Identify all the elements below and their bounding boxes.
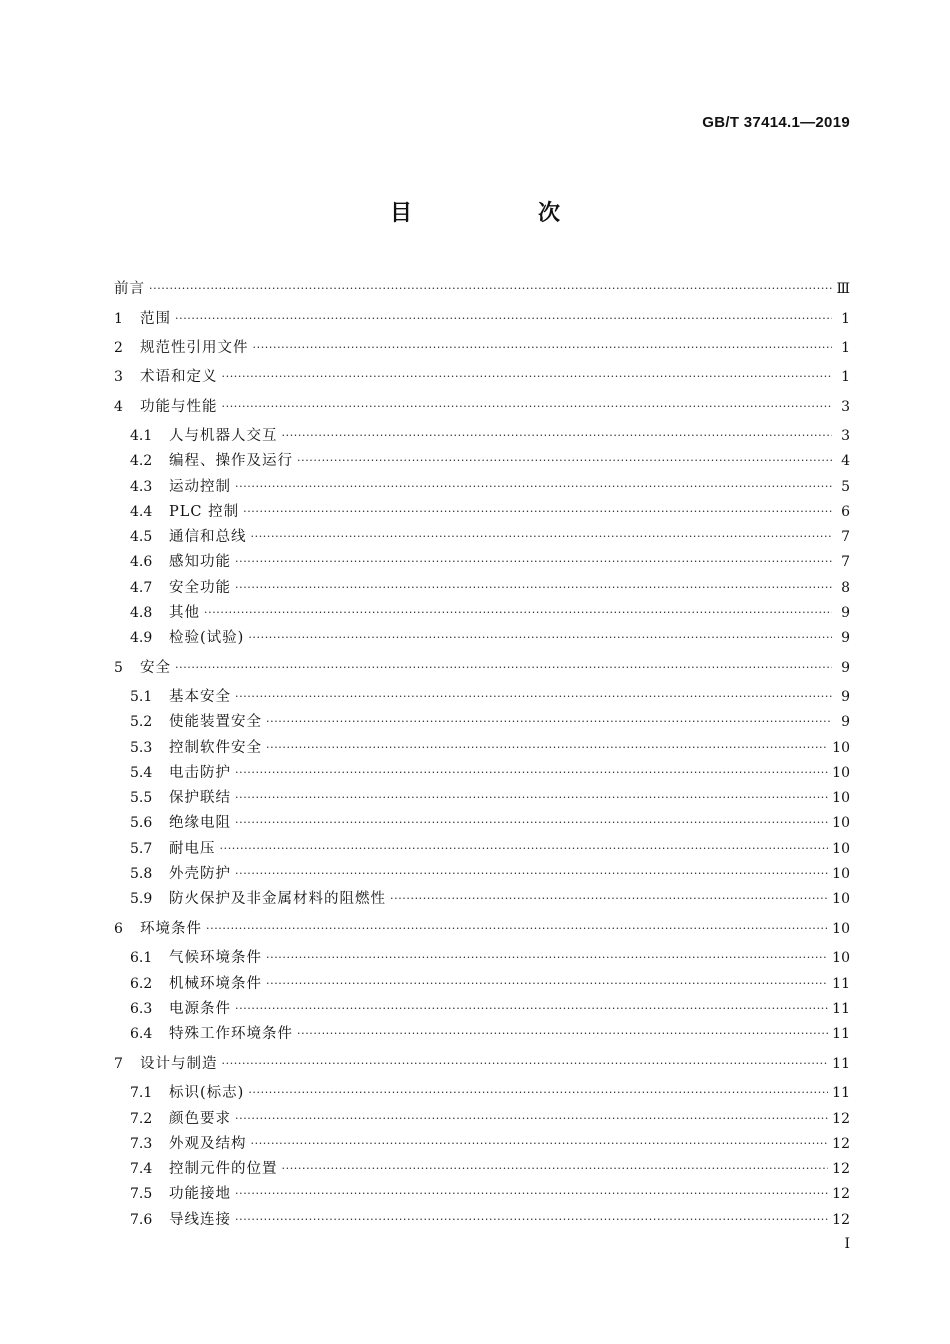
toc-entry-label: 其他 xyxy=(169,605,200,621)
toc-entry-number: 4.1 xyxy=(130,428,153,444)
toc-entry-page: 10 xyxy=(832,815,850,831)
toc-entry-label: 通信和总线 xyxy=(169,529,247,545)
toc-entry[interactable] xyxy=(114,366,850,388)
toc-entry-number: 3 xyxy=(114,369,123,385)
toc-entry[interactable] xyxy=(114,657,850,679)
toc-dot-leader xyxy=(390,888,828,910)
toc-dot-leader xyxy=(222,366,833,388)
toc-entry[interactable] xyxy=(130,501,850,523)
toc-entry-page: 9 xyxy=(841,630,850,646)
toc-entry-page: 4 xyxy=(841,453,850,469)
toc-entry-label: 颜色要求 xyxy=(169,1111,231,1127)
toc-entry-label: 环境条件 xyxy=(140,921,202,937)
toc-entry-number: 5.2 xyxy=(130,714,153,730)
toc-dot-leader xyxy=(235,762,828,784)
toc-entry-label: 标识(标志) xyxy=(169,1085,245,1101)
toc-entry-label: 检验(试验) xyxy=(169,630,245,646)
toc-entry-number: 5.9 xyxy=(130,891,153,907)
toc-entry[interactable] xyxy=(130,1183,850,1205)
toc-entry-label: 感知功能 xyxy=(169,554,231,570)
toc-entry[interactable] xyxy=(130,1108,850,1130)
toc-entry-number: 1 xyxy=(114,311,123,327)
toc-entry-label: 控制元件的位置 xyxy=(169,1161,278,1177)
toc-entry-number: 7.2 xyxy=(130,1111,153,1127)
toc-entry-label: 基本安全 xyxy=(169,689,231,705)
toc-dot-leader xyxy=(235,551,832,573)
toc-entry[interactable] xyxy=(130,1133,850,1155)
toc-entry-page: 11 xyxy=(832,976,850,992)
toc-entry[interactable] xyxy=(114,337,850,359)
toc-dot-leader xyxy=(235,1108,828,1130)
toc-entry[interactable] xyxy=(130,863,850,885)
toc-entry[interactable] xyxy=(114,918,850,940)
toc-dot-leader xyxy=(235,787,828,809)
toc-entry-number: 5.5 xyxy=(130,790,153,806)
toc-entry[interactable] xyxy=(130,711,850,733)
toc-dot-leader xyxy=(266,947,828,969)
toc-entry[interactable] xyxy=(130,762,850,784)
toc-entry-page: 10 xyxy=(832,765,850,781)
toc-entry-label: 编程、操作及运行 xyxy=(169,453,293,469)
toc-entry-page: 10 xyxy=(832,841,850,857)
toc-entry-page: 1 xyxy=(841,340,850,356)
toc-entry-label: 外观及结构 xyxy=(169,1136,247,1152)
toc-entry-number: 5.8 xyxy=(130,866,153,882)
toc-entry-number: 4.3 xyxy=(130,479,153,495)
toc-entry-page: 12 xyxy=(832,1161,850,1177)
toc-entry-page: 11 xyxy=(832,1085,850,1101)
toc-entry-number: 4.7 xyxy=(130,580,153,596)
toc-entry-number: 2 xyxy=(114,340,123,356)
toc-entry-number: 4 xyxy=(114,399,123,415)
page-title: 目 次 xyxy=(389,201,612,226)
toc-entry-number: 6 xyxy=(114,921,123,937)
toc-dot-leader xyxy=(175,657,832,679)
toc-entry[interactable] xyxy=(130,1082,850,1104)
toc-entry-number: 6.3 xyxy=(130,1001,153,1017)
toc-entry-number: 4.2 xyxy=(130,453,153,469)
toc-dot-leader xyxy=(251,526,833,548)
toc-entry-page: 11 xyxy=(832,1056,850,1072)
toc-entry[interactable] xyxy=(130,888,850,910)
toc-entry-label: 术语和定义 xyxy=(140,369,218,385)
toc-entry-number: 7.3 xyxy=(130,1136,153,1152)
toc-entry-number: 5.6 xyxy=(130,815,153,831)
toc-dot-leader xyxy=(297,1023,828,1045)
toc-dot-leader xyxy=(235,863,828,885)
toc-entry-number: 6.4 xyxy=(130,1026,153,1042)
toc-dot-leader xyxy=(243,501,832,523)
toc-entry-page: 7 xyxy=(841,529,850,545)
toc-entry-number: 4.6 xyxy=(130,554,153,570)
toc-entry[interactable] xyxy=(130,947,850,969)
toc-dot-leader xyxy=(266,711,832,733)
toc-entry-number: 6.2 xyxy=(130,976,153,992)
toc-entry-label: 导线连接 xyxy=(169,1212,231,1228)
toc-dot-leader xyxy=(248,627,832,649)
toc-entry-page: 1 xyxy=(841,369,850,385)
toc-entry-number: 7.6 xyxy=(130,1212,153,1228)
toc-entry[interactable] xyxy=(130,787,850,809)
toc-entry-number: 4.8 xyxy=(130,605,153,621)
toc-entry-page: 7 xyxy=(841,554,850,570)
toc-entry[interactable] xyxy=(130,425,850,447)
toc-dot-leader xyxy=(282,425,833,447)
toc-dot-leader xyxy=(235,577,832,599)
toc-entry-label: 电击防护 xyxy=(169,765,231,781)
toc-entry-label: 使能装置安全 xyxy=(169,714,262,730)
toc-entry[interactable] xyxy=(130,1158,850,1180)
toc-entry-page: 9 xyxy=(841,689,850,705)
toc-entry-number: 7.5 xyxy=(130,1186,153,1202)
toc-entry[interactable] xyxy=(130,998,850,1020)
toc-entry[interactable] xyxy=(130,577,850,599)
toc-entry[interactable] xyxy=(114,278,850,300)
toc-entry-page: 10 xyxy=(832,740,850,756)
toc-entry-label: 前言 xyxy=(114,281,145,297)
toc-entry-label: 规范性引用文件 xyxy=(140,340,249,356)
toc-entry-label: 外壳防护 xyxy=(169,866,231,882)
toc-entry[interactable] xyxy=(114,308,850,330)
toc-dot-leader xyxy=(175,308,832,330)
toc-entry[interactable] xyxy=(130,838,850,860)
toc-entry-label: 功能与性能 xyxy=(140,399,218,415)
toc-dot-leader xyxy=(266,973,828,995)
toc-entry[interactable] xyxy=(114,396,850,418)
toc-entry-page: 10 xyxy=(832,921,850,937)
toc-entry[interactable] xyxy=(130,686,850,708)
toc-entry-page: 9 xyxy=(841,605,850,621)
toc-dot-leader xyxy=(149,278,832,300)
toc-entry[interactable] xyxy=(130,551,850,573)
toc-entry-page: Ⅲ xyxy=(836,281,850,297)
toc-entry-page: 12 xyxy=(832,1186,850,1202)
toc-entry-number: 5.3 xyxy=(130,740,153,756)
toc-dot-leader xyxy=(235,686,832,708)
toc-dot-leader xyxy=(253,337,833,359)
toc-dot-leader xyxy=(235,1209,828,1231)
toc-entry-label: 防火保护及非金属材料的阻燃性 xyxy=(169,891,386,907)
toc-entry[interactable] xyxy=(130,737,850,759)
toc-entry-number: 6.1 xyxy=(130,950,153,966)
toc-entry-number: 4.4 xyxy=(130,504,153,520)
toc-entry-number: 4.5 xyxy=(130,529,153,545)
toc-entry-page: 10 xyxy=(832,950,850,966)
toc-dot-leader xyxy=(282,1158,829,1180)
toc-entry[interactable] xyxy=(130,450,850,472)
toc-entry[interactable] xyxy=(130,1209,850,1231)
toc-dot-leader xyxy=(297,450,832,472)
toc-entry-label: 人与机器人交互 xyxy=(169,428,278,444)
toc-entry-number: 7.1 xyxy=(130,1085,153,1101)
toc-entry[interactable] xyxy=(130,526,850,548)
toc-entry-page: 11 xyxy=(832,1026,850,1042)
toc-dot-leader xyxy=(222,1053,829,1075)
toc-entry-number: 5.7 xyxy=(130,841,153,857)
toc-entry-page: 5 xyxy=(841,479,850,495)
toc-entry[interactable] xyxy=(130,973,850,995)
toc-entry-page: 12 xyxy=(832,1212,850,1228)
toc-entry-page: 6 xyxy=(841,504,850,520)
toc-entry-page: 10 xyxy=(832,790,850,806)
toc-entry-label: 功能接地 xyxy=(169,1186,231,1202)
toc-entry-page: 12 xyxy=(832,1111,850,1127)
toc-dot-leader xyxy=(204,602,832,624)
toc-entry-page: 11 xyxy=(832,1001,850,1017)
toc-entry[interactable] xyxy=(130,812,850,834)
page-number: I xyxy=(844,1236,850,1252)
toc-entry-number: 5.4 xyxy=(130,765,153,781)
toc-entry-number: 7.4 xyxy=(130,1161,153,1177)
toc-entry-label: 范围 xyxy=(140,311,171,327)
toc-entry-page: 10 xyxy=(832,891,850,907)
toc-entry[interactable] xyxy=(114,1053,850,1075)
toc-dot-leader xyxy=(235,998,828,1020)
standard-number: GB/T 37414.1—2019 xyxy=(702,114,850,131)
toc-dot-leader xyxy=(235,812,828,834)
toc-entry-label: 保护联结 xyxy=(169,790,231,806)
toc-entry-page: 3 xyxy=(841,428,850,444)
toc-entry-label: PLC 控制 xyxy=(169,504,240,520)
toc-entry-page: 9 xyxy=(841,660,850,676)
toc-entry-label: 安全 xyxy=(140,660,171,676)
toc-entry-label: 电源条件 xyxy=(169,1001,231,1017)
toc-entry-label: 绝缘电阻 xyxy=(169,815,231,831)
toc-entry-page: 8 xyxy=(841,580,850,596)
toc-dot-leader xyxy=(251,1133,829,1155)
toc-dot-leader xyxy=(206,918,828,940)
toc-entry-number: 4.9 xyxy=(130,630,153,646)
toc-entry-number: 5.1 xyxy=(130,689,153,705)
toc-entry[interactable] xyxy=(130,476,850,498)
toc-entry-page: 9 xyxy=(841,714,850,730)
toc-entry-label: 控制软件安全 xyxy=(169,740,262,756)
toc-entry-page: 1 xyxy=(841,311,850,327)
toc-entry-label: 气候环境条件 xyxy=(169,950,262,966)
toc-entry-label: 运动控制 xyxy=(169,479,231,495)
toc-entry-page: 3 xyxy=(841,399,850,415)
toc-dot-leader xyxy=(266,737,828,759)
toc-entry-label: 设计与制造 xyxy=(140,1056,218,1072)
toc-entry[interactable] xyxy=(130,602,850,624)
toc-entry-page: 10 xyxy=(832,866,850,882)
toc-dot-leader xyxy=(222,396,833,418)
toc-entry-page: 12 xyxy=(832,1136,850,1152)
toc-entry-label: 耐电压 xyxy=(169,841,216,857)
toc-dot-leader xyxy=(235,1183,828,1205)
toc-dot-leader xyxy=(248,1082,828,1104)
toc-dot-leader xyxy=(235,476,832,498)
toc-entry[interactable] xyxy=(130,1023,850,1045)
toc-entry[interactable] xyxy=(130,627,850,649)
toc-entry-label: 安全功能 xyxy=(169,580,231,596)
toc-entry-number: 7 xyxy=(114,1056,123,1072)
toc-entry-number: 5 xyxy=(114,660,123,676)
toc-entry-label: 机械环境条件 xyxy=(169,976,262,992)
toc-entry-label: 特殊工作环境条件 xyxy=(169,1026,293,1042)
toc-dot-leader xyxy=(220,838,829,860)
